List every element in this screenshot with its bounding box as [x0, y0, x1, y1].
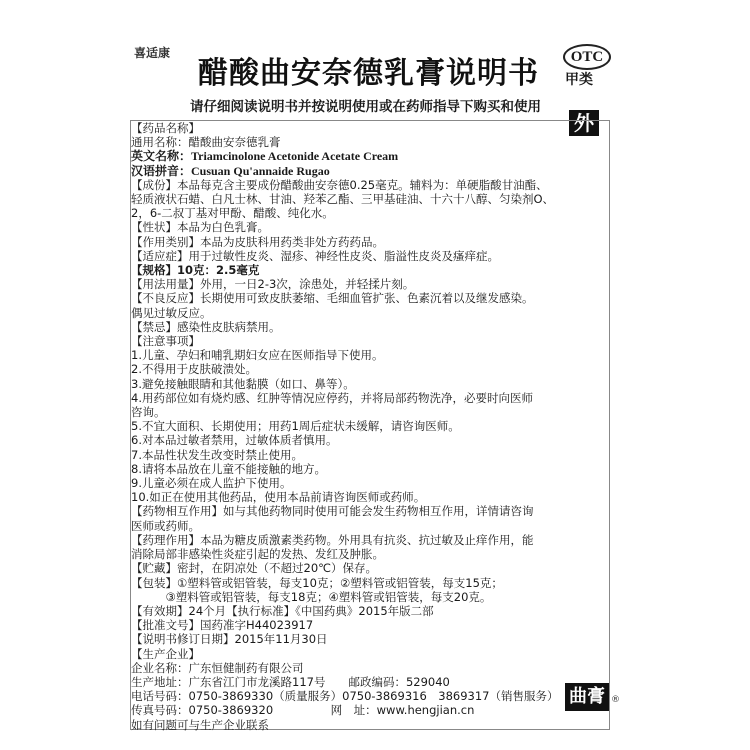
- packaging-1: 【包装】①塑料管或铝管装，每支10克；②塑料管或铝管装，每支15克；: [131, 575, 503, 590]
- interactions-1: 【药物相互作用】如与其他药物同时使用可能会发生药物相互作用，详情请咨询: [131, 504, 534, 519]
- precaution-8: 8.请将本品放在儿童不能接触的地方。: [131, 461, 326, 476]
- contraindications: 【禁忌】感染性皮肤病禁用。: [131, 319, 281, 334]
- company-name: 企业名称：广东恒健制药有限公司: [131, 660, 304, 675]
- otc-class-label: 甲类: [565, 72, 593, 88]
- external-use-mark: 外: [569, 110, 599, 136]
- pharmacology-2: 消除局部非感染性炎症引起的发热、发红及肿胀。: [131, 547, 384, 562]
- adverse-reactions-2: 偶见过敏反应。: [131, 305, 212, 320]
- contact-note: 如有问题可与生产企业联系: [131, 717, 269, 732]
- precaution-4-cont: 咨询。: [131, 405, 166, 420]
- precaution-3: 3.避免接触眼睛和其他黏膜（如口、鼻等）。: [131, 376, 355, 391]
- shelf-life-standard: 【有效期】24个月【执行标准】《中国药典》2015年版二部: [131, 603, 434, 618]
- precaution-10: 10.如正在使用其他药品，使用本品前请咨询医师或药师。: [131, 490, 426, 505]
- storage: 【贮藏】密封，在阴凉处（不超过20℃）保存。: [131, 561, 378, 576]
- english-name: 英文名称：Triamcinolone Acetonide Acetate Cream: [131, 149, 399, 164]
- pinyin-name: 汉语拼音：Cusuan Qu'annaide Rugao: [131, 163, 330, 178]
- page-title: 醋酸曲安奈德乳膏说明书: [198, 56, 539, 91]
- usage-notice: 请仔细阅读说明书并按说明使用或在药师指导下购买和使用: [190, 99, 541, 115]
- precaution-4: 4.用药部位如有烧灼感、红肿等情况应停药，并将局部药物洗净，必要时向医师: [131, 390, 533, 405]
- precaution-7: 7.本品性状发生改变时禁止使用。: [131, 447, 303, 462]
- company-phone: 电话号码：0750-3869330（质量服务）0750-3869316 3869317（销售服务）: [131, 689, 559, 704]
- packaging-2: ③塑料管或铝管装，每支18克；④塑料管或铝管装，每支20克。: [131, 589, 492, 604]
- revision-date: 【说明书修订日期】2015年11月30日: [131, 632, 328, 647]
- precaution-9: 9.儿童必须在成人监护下使用。: [131, 476, 292, 491]
- description: 【性状】本品为白色乳膏。: [131, 220, 269, 235]
- precautions-heading: 【注意事项】: [131, 334, 200, 349]
- interactions-2: 医师或药师。: [131, 518, 200, 533]
- adverse-reactions-1: 【不良反应】长期使用可致皮肤萎缩、毛细血管扩张、色素沉着以及继发感染。: [131, 291, 534, 306]
- precaution-6: 6.对本品过敏者禁用，过敏体质者慎用。: [131, 433, 338, 448]
- pack-mark: 曲膏: [565, 683, 609, 711]
- precaution-5: 5.不宜大面积、长期使用；用药1周后症状未缓解，请咨询医师。: [131, 419, 460, 434]
- ingredients-line-2: 轻质液状石蜡、白凡士林、甘油、羟苯乙酯、三甲基硅油、十六十八醇、匀染剂O、: [131, 192, 555, 207]
- brand-logo: 喜适康: [134, 46, 171, 60]
- leaflet-body: [131, 121, 561, 732]
- dosage: 【用法用量】外用，一日2-3次，涂患处，并轻揉片刻。: [131, 277, 415, 292]
- company-address: 生产地址：广东省江门市龙溪路117号 邮政编码：529040: [131, 674, 450, 689]
- precaution-1: 1.儿童、孕妇和哺乳期妇女应在医师指导下使用。: [131, 348, 384, 363]
- ingredients-line-3: 2，6-二叔丁基对甲酚、醋酸、纯化水。: [131, 206, 334, 221]
- registered-mark: ®: [611, 695, 620, 705]
- manufacturer-heading: 【生产企业】: [131, 646, 200, 661]
- pharmacology-1: 【药理作用】本品为糖皮质激素类药物。外用具有抗炎、抗过敏及止痒作用，能: [131, 532, 534, 547]
- ingredients-line-1: 【成份】本品每克含主要成份醋酸曲安奈德0.25毫克。辅料为：单硬脂酸甘油酯、: [131, 177, 548, 192]
- generic-name: 通用名称：醋酸曲安奈德乳膏: [131, 135, 281, 150]
- precaution-2: 2.不得用于皮肤破溃处。: [131, 362, 257, 377]
- indications: 【适应症】用于过敏性皮炎、湿疹、神经性皮炎、脂溢性皮炎及瘙痒症。: [131, 248, 499, 263]
- specification: 【规格】10克：2.5毫克: [131, 263, 260, 278]
- approval-number: 【批准文号】国药准字H44023917: [131, 618, 314, 633]
- otc-badge: OTC: [563, 44, 611, 70]
- company-fax-website: 传真号码：0750-3869320 网 址：www.hengjian.cn: [131, 703, 475, 718]
- category: 【作用类别】本品为皮肤科用药类非处方药药品。: [131, 234, 384, 249]
- section-drug-name-heading: 【药品名称】: [131, 121, 200, 135]
